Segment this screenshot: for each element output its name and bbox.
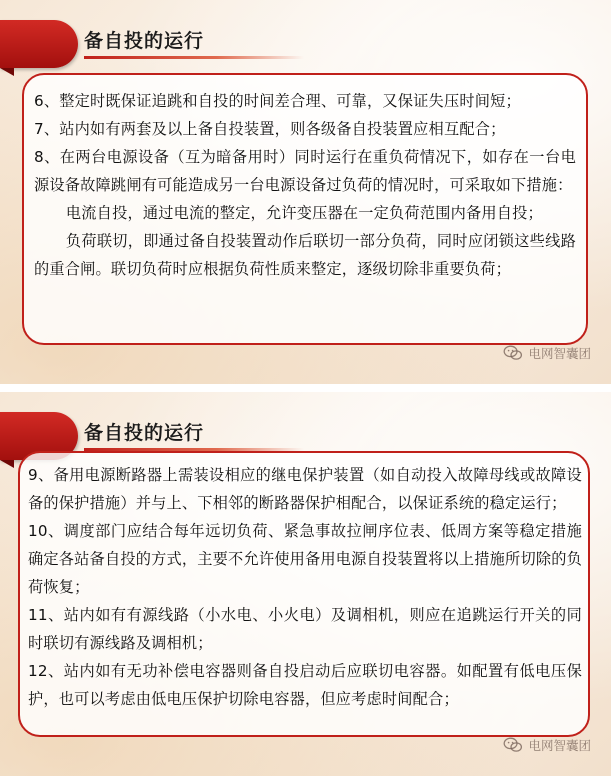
content-frame xyxy=(18,451,590,737)
watermark xyxy=(503,344,591,362)
slide-separator xyxy=(0,384,611,392)
title-banner-tab xyxy=(0,20,78,68)
paragraph-load-shedding: 负荷联切，即通过备自投装置动作后联切一部分负荷，同时应闭锁这些线路的重合闸。联切负荷时应根据负荷性质来整定，逐级切除非重要负荷； xyxy=(34,232,576,278)
slide-title: 备自投的运行 xyxy=(84,422,205,444)
slide-title: 备自投的运行 xyxy=(84,30,205,52)
title-block xyxy=(84,420,304,451)
paragraph-item-8: 8、在两台电源设备（互为暗备用时）同时运行在重负荷情况下，如存在一台电源设备故障跳闸有可能造成另一台电源设备过负荷的情况时，可采取如下措施： xyxy=(34,148,576,194)
watermark-text: 电网智囊团 xyxy=(528,738,591,753)
content-frame xyxy=(22,73,588,345)
paragraph-item-6: 6、整定时既保证追跳和自投的时间差合理、可靠，又保证失压时间短； xyxy=(34,92,521,110)
wechat-icon xyxy=(503,737,523,753)
paragraph-item-12: 12、站内如有无功补偿电容器则备自投启动后应联切电容器。如配置有低电压保护，也可以考虑由低电压保护切除电容器，但应考虑时间配合； xyxy=(28,662,582,708)
title-block xyxy=(84,28,304,59)
watermark-text: 电网智囊团 xyxy=(528,346,591,361)
wechat-icon xyxy=(503,345,523,361)
watermark xyxy=(503,736,591,754)
paragraph-item-11: 11、站内如有有源线路（小水电、小火电）及调相机，则应在追跳运行开关的同时联切有源线路及调相机； xyxy=(28,606,582,652)
paragraph-item-7: 7、站内如有两套及以上备自投装置，则各级备自投装置应相互配合； xyxy=(34,120,506,138)
slide-2 xyxy=(0,392,611,776)
slide-1 xyxy=(0,0,611,384)
paragraph-item-10: 10、调度部门应结合每年远切负荷、紧急事故拉闸序位表、低周方案等稳定措施确定各站备自投的方式，主要不允许使用备用电源自投装置将以上措施所切除的负荷恢复； xyxy=(28,522,582,596)
title-underline xyxy=(84,56,304,59)
paragraph-item-9: 9、备用电源断路器上需装设相应的继电保护装置（如自动投入故障母线或故障设备的保护措施）并与上、下相邻的断路器保护相配合，以保证系统的稳定运行； xyxy=(28,466,582,512)
paragraph-current-autoswitch: 电流自投，通过电流的整定，允许变压器在一定负荷范围内备用自投； xyxy=(65,204,543,222)
